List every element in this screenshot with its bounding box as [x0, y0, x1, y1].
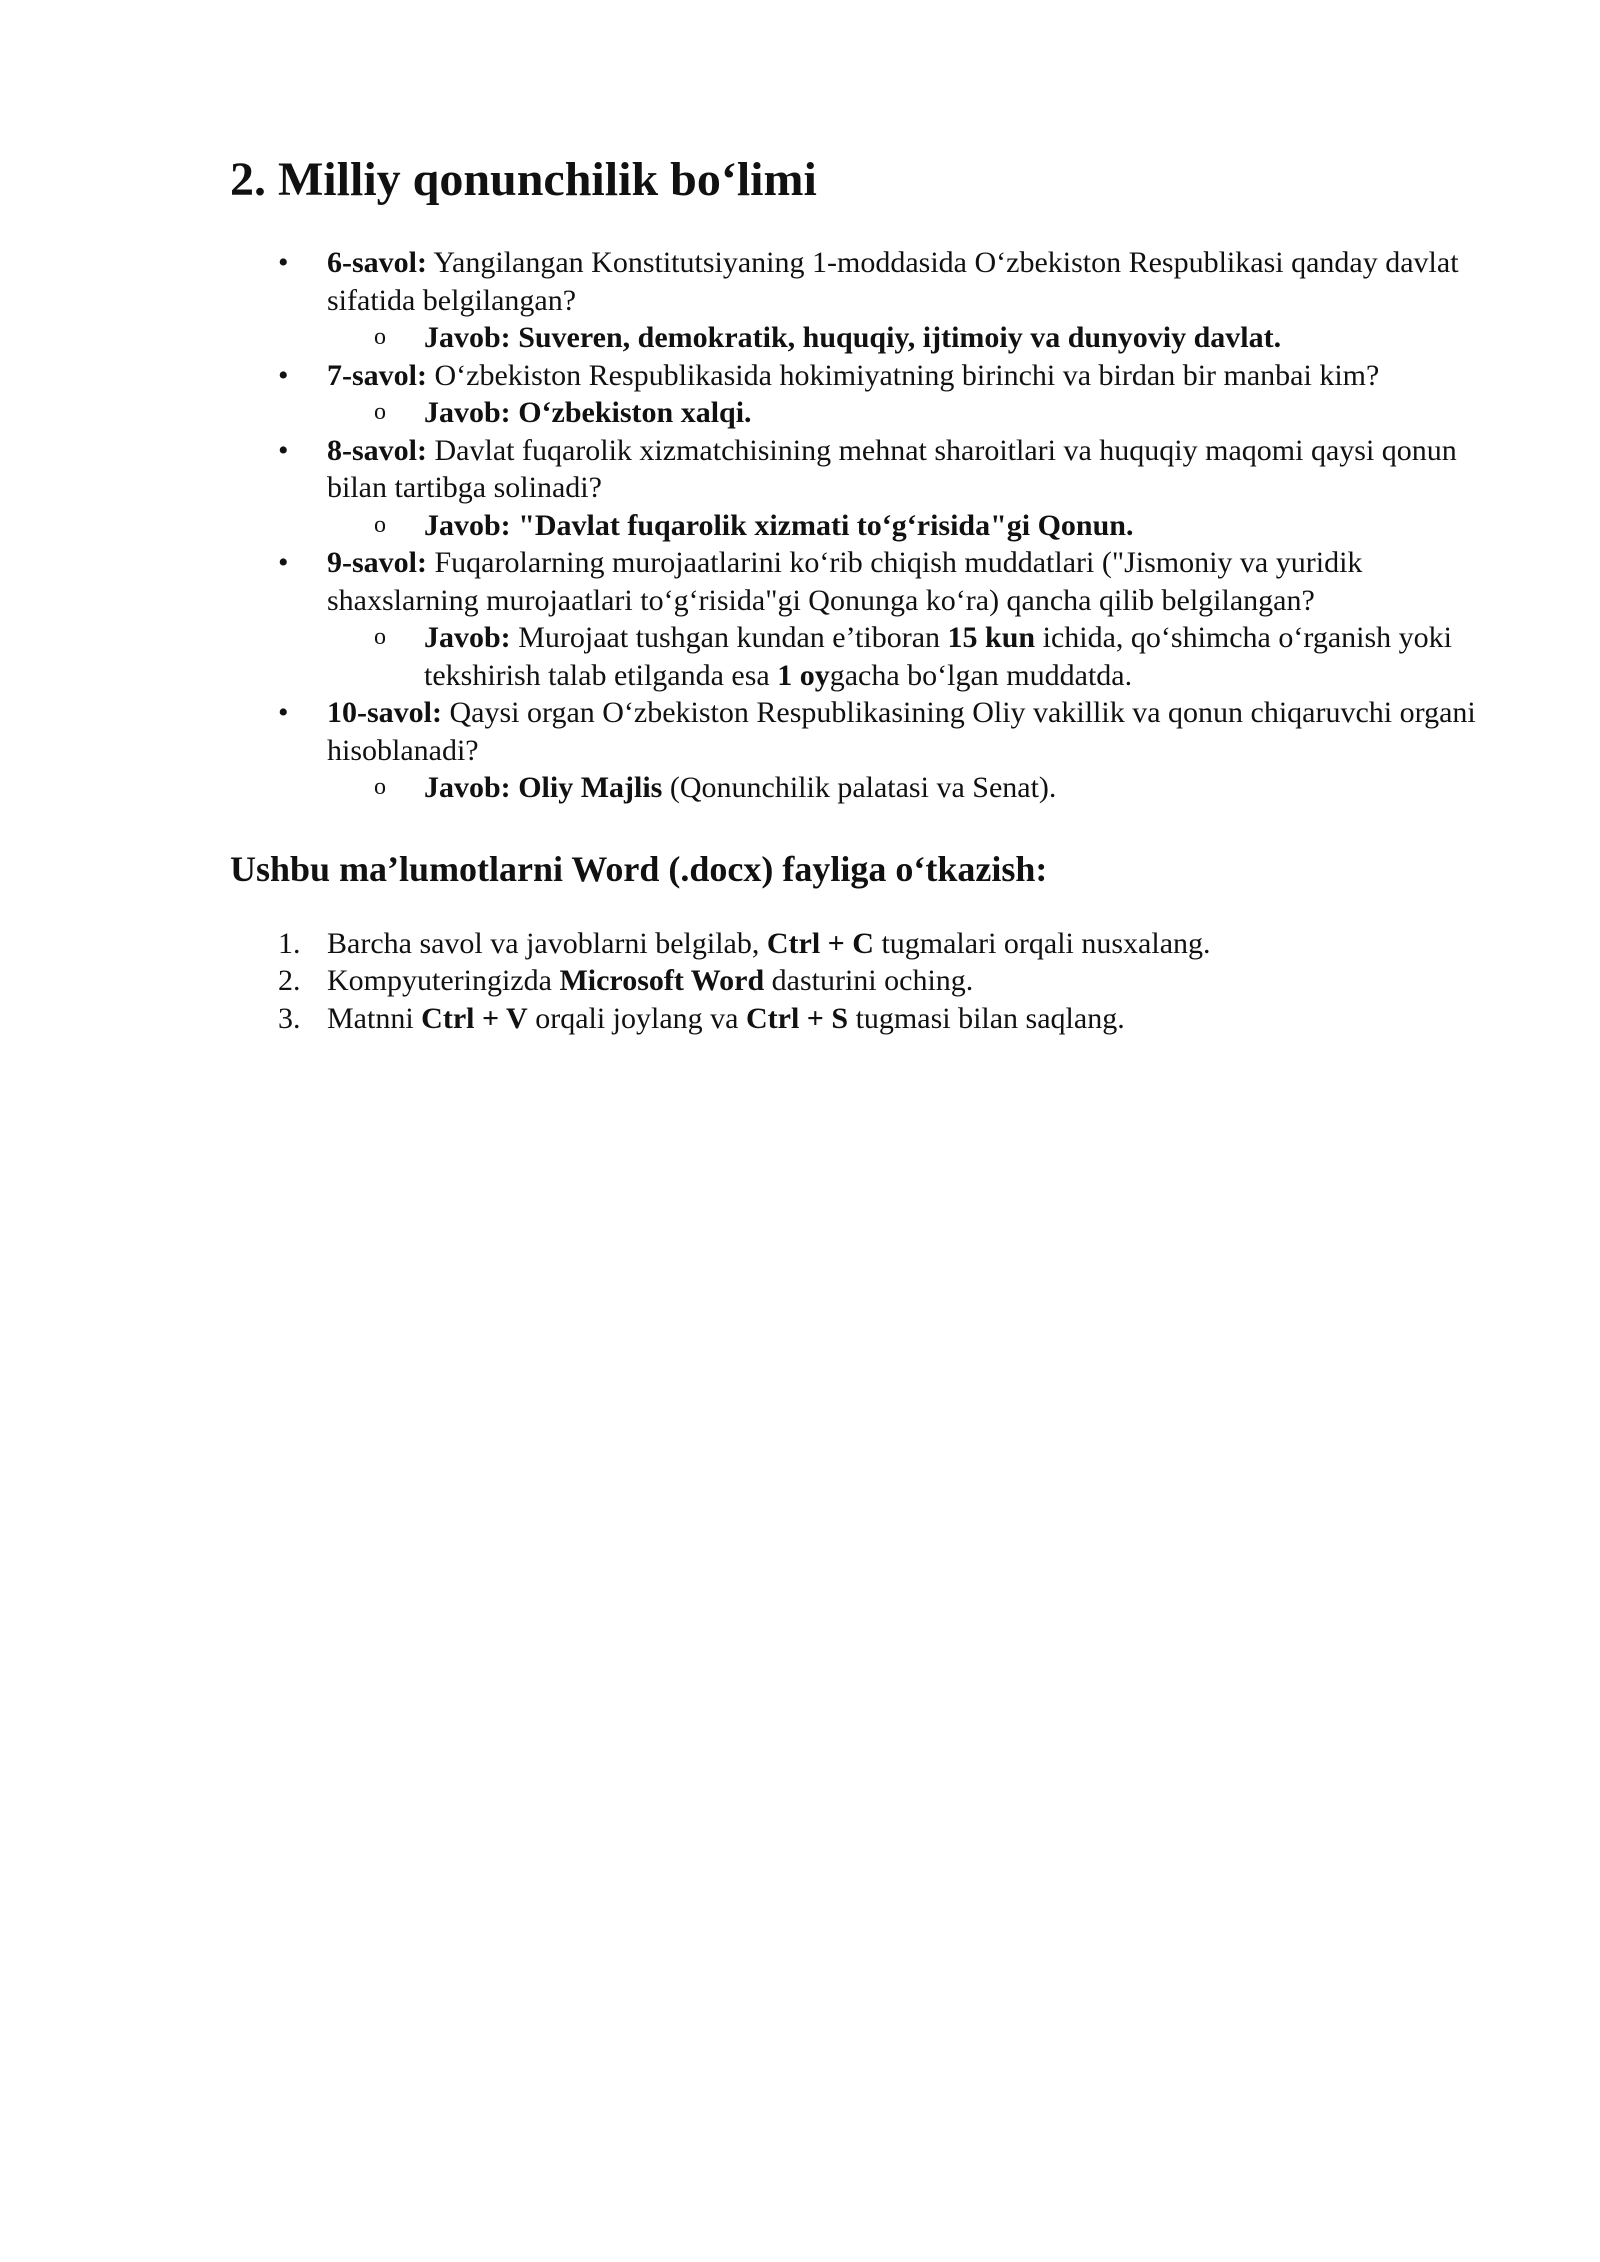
- sub-bullet-icon: o: [374, 624, 386, 650]
- bullet-icon: •: [278, 696, 289, 729]
- answer-item: [327, 319, 1490, 357]
- bullet-icon: •: [278, 546, 289, 579]
- instructions-heading: Ushbu ma’lumotlarni Word (.docx) fayliga o‘tkazish:: [230, 848, 1048, 889]
- answer-bold-text: Oliy Majlis: [510, 771, 663, 804]
- question-text: O‘zbekiston Respublikasida hokimiyatning birinchi va birdan bir manbai kim?: [427, 358, 1380, 392]
- step-item: [230, 925, 1490, 963]
- document-content: [230, 150, 1490, 1037]
- answer-bold-text: "Davlat fuqarolik xizmati to‘g‘risida"gi Qonun.: [510, 508, 1134, 542]
- sub-bullet-icon: o: [374, 774, 386, 800]
- question-label: 8-savol:: [327, 433, 427, 467]
- answer-text: gacha bo‘lgan muddatda.: [829, 658, 1133, 692]
- answer-list: [327, 394, 1490, 432]
- section-title: 2. Milliy qonunchilik bo‘limi: [230, 153, 817, 206]
- answer-list: [327, 619, 1490, 694]
- step-text: tugmasi bilan saqlang.: [848, 1001, 1125, 1035]
- bullet-icon: •: [278, 246, 289, 279]
- step-text: dasturini oching.: [764, 964, 974, 997]
- answer-item: [327, 394, 1490, 432]
- instruction-steps: [230, 925, 1490, 1038]
- answer-label: Javob:: [424, 621, 511, 654]
- answer-label: Javob:: [424, 396, 511, 429]
- answer-list: [327, 507, 1490, 545]
- step-item: [230, 962, 1490, 1000]
- question-item: [230, 694, 1490, 807]
- sub-bullet-icon: o: [374, 324, 386, 350]
- step-number: 3.: [278, 1001, 301, 1035]
- question-text: Davlat fuqarolik xizmatchisining mehnat sharoitlari va huquqiy maqomi qaysi qonun bilan tartibga solinadi?: [327, 433, 1457, 504]
- step-text: Kompyuteringizda: [327, 964, 560, 997]
- question-item: [230, 432, 1490, 545]
- answer-bold-text: O‘zbekiston xalqi.: [510, 396, 752, 429]
- answer-label: Javob:: [424, 771, 511, 804]
- answer-item: [327, 769, 1490, 807]
- answer-bold-text: Suveren, demokratik, huquqiy, ijtimoiy va dunyoviy davlat.: [510, 321, 1282, 354]
- step-text: orqali joylang va: [527, 1001, 746, 1035]
- step-key: Ctrl + V: [421, 1001, 528, 1035]
- step-number: 1.: [278, 926, 301, 960]
- answer-text: Murojaat tushgan kundan e’tiboran: [510, 621, 948, 654]
- question-item: [230, 544, 1490, 694]
- question-text: Fuqarolarning murojaatlarini ko‘rib chiqish muddatlari ("Jismoniy va yuridik shaxslarning murojaatlari to‘g‘risida"gi Qonunga ko‘ra) qancha qilib belgilangan?: [327, 546, 1363, 617]
- question-text: Qaysi organ O‘zbekiston Respublikasining Oliy vakillik va qonun chiqaruvchi organi hisoblanadi?: [327, 696, 1476, 767]
- answer-text: (Qonunchilik palatasi va Senat).: [662, 771, 1057, 804]
- step-key: Ctrl + C: [766, 926, 874, 960]
- bullet-icon: •: [278, 433, 289, 467]
- step-text: Barcha savol va javoblarni belgilab,: [327, 926, 767, 960]
- question-text: Yangilangan Konstitutsiyaning 1-moddasida O‘zbekiston Respublikasi qanday davlat sifatida belgilangan?: [327, 246, 1459, 317]
- question-list: [230, 244, 1490, 807]
- question-item: [230, 357, 1490, 432]
- answer-month-value: 1 oy: [777, 658, 830, 692]
- step-key: Ctrl + S: [745, 1001, 849, 1035]
- question-label: 6-savol:: [327, 246, 427, 279]
- question-label: 7-savol:: [327, 358, 427, 392]
- step-app-name: Microsoft Word: [559, 964, 765, 997]
- step-text: tugmalari orqali nusxalang.: [873, 926, 1211, 960]
- sub-bullet-icon: o: [374, 511, 386, 538]
- question-label: 10-savol:: [327, 696, 442, 729]
- question-label: 9-savol:: [327, 546, 427, 579]
- answer-item: [327, 619, 1490, 694]
- answer-list: [327, 769, 1490, 807]
- step-text: Matnni: [327, 1001, 422, 1035]
- answer-label: Javob:: [424, 508, 511, 542]
- step-item: [230, 1000, 1490, 1038]
- answer-days-value: 15 kun: [947, 621, 1036, 654]
- answer-list: [327, 319, 1490, 357]
- answer-item: [327, 507, 1490, 545]
- answer-text: ichida, qo‘shimcha o‘rganish yoki tekshirish talab etilganda esa: [424, 621, 1452, 692]
- answer-label: Javob:: [424, 321, 511, 354]
- question-item: [230, 244, 1490, 357]
- step-number: 2.: [278, 964, 301, 997]
- bullet-icon: •: [278, 358, 289, 392]
- sub-bullet-icon: o: [374, 399, 386, 425]
